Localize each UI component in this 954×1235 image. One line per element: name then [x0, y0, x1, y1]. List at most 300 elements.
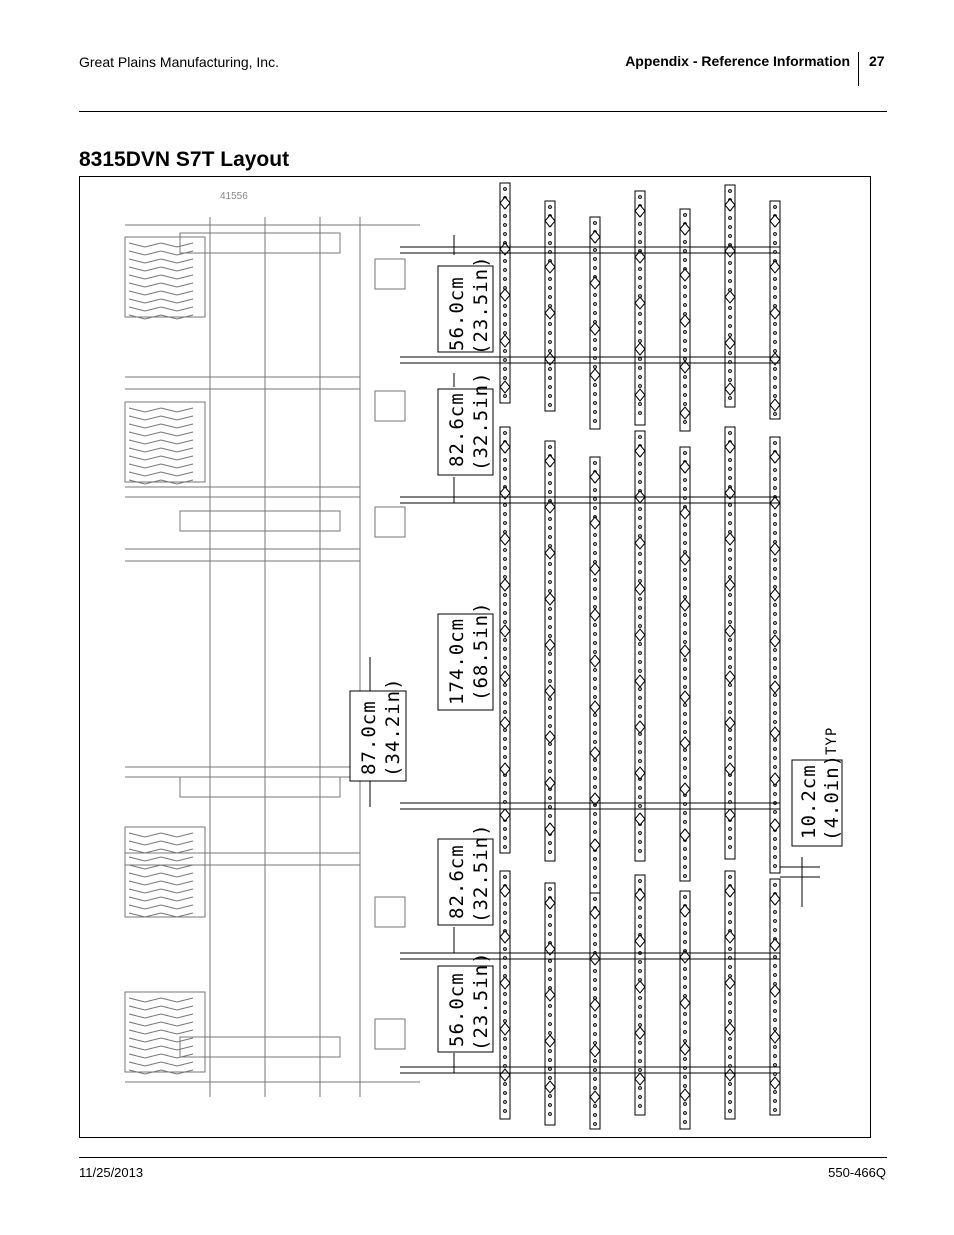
- bar-hole: [729, 217, 732, 220]
- bar-hole: [684, 403, 687, 406]
- bar-hole: [774, 395, 777, 398]
- bar-hole: [504, 702, 507, 705]
- bar-hole: [594, 943, 597, 946]
- bar-hole: [504, 993, 507, 996]
- bar-hole: [774, 865, 777, 868]
- bar-hole: [594, 831, 597, 834]
- bar-hole: [729, 966, 732, 969]
- bar-hole: [594, 507, 597, 510]
- bar-hole: [594, 934, 597, 937]
- bar-hole: [504, 278, 507, 281]
- bar-hole: [549, 1005, 552, 1008]
- bar-hole: [729, 657, 732, 660]
- bar-hole: [549, 608, 552, 611]
- bar-hole: [549, 395, 552, 398]
- bar-hole: [684, 848, 687, 851]
- bar-hole: [684, 1058, 687, 1061]
- bar-hole: [549, 933, 552, 936]
- dim-box-4: [350, 677, 406, 781]
- bar-hole: [639, 1060, 642, 1063]
- bar-hole: [549, 287, 552, 290]
- bar-hole: [729, 792, 732, 795]
- bar-hole: [594, 1042, 597, 1045]
- bar-hole: [504, 639, 507, 642]
- bar-hole: [549, 806, 552, 809]
- bar-hole: [774, 487, 777, 490]
- wheel-tread: [129, 283, 193, 287]
- bar-hole: [774, 757, 777, 760]
- bar-hole: [594, 1087, 597, 1090]
- bar-hole: [594, 420, 597, 423]
- bar-hole: [504, 1002, 507, 1005]
- bar-hole: [774, 287, 777, 290]
- bar-hole: [639, 607, 642, 610]
- bar-hole: [504, 1110, 507, 1113]
- implement-frame: [125, 217, 420, 1097]
- bar-hole: [684, 340, 687, 343]
- bar-hole: [684, 875, 687, 878]
- bar-hole: [504, 738, 507, 741]
- bar-hole: [774, 1010, 777, 1013]
- bar-hole: [684, 641, 687, 644]
- bar-hole: [594, 339, 597, 342]
- bar-hole: [729, 639, 732, 642]
- bar-hole: [594, 393, 597, 396]
- bar-hole: [594, 579, 597, 582]
- bar-hole: [594, 669, 597, 672]
- bar-hole: [774, 911, 777, 914]
- bar-hole: [549, 851, 552, 854]
- bar-hole: [639, 760, 642, 763]
- bar-hole: [594, 597, 597, 600]
- bar-hole: [549, 626, 552, 629]
- bar-hole: [504, 567, 507, 570]
- bar-hole: [774, 811, 777, 814]
- bar-hole: [774, 1091, 777, 1094]
- bar-hole: [504, 903, 507, 906]
- bar-hole: [684, 623, 687, 626]
- bar-hole: [594, 543, 597, 546]
- bar-hole: [639, 997, 642, 1000]
- bar-hole: [549, 1023, 552, 1026]
- wheel-tread: [129, 897, 193, 901]
- bar-hole: [639, 385, 642, 388]
- header-divider: [858, 52, 859, 86]
- bar-hole: [594, 249, 597, 252]
- bar-hole: [504, 912, 507, 915]
- footer-doc-number: 550-466Q: [828, 1165, 886, 1180]
- bar-hole: [684, 1040, 687, 1043]
- bar-hole: [639, 268, 642, 271]
- bar-hole: [594, 1105, 597, 1108]
- bar-hole: [549, 323, 552, 326]
- bar-hole: [729, 352, 732, 355]
- bar-hole: [729, 280, 732, 283]
- bar-hole: [729, 271, 732, 274]
- bar-hole: [639, 697, 642, 700]
- bar-hole: [639, 625, 642, 628]
- bar-hole: [684, 376, 687, 379]
- wheel-tread: [129, 243, 193, 247]
- wheel-tread: [129, 408, 193, 412]
- bar-hole: [684, 452, 687, 455]
- bar-hole: [774, 1064, 777, 1067]
- wheel-tread: [129, 472, 193, 476]
- section-title: Appendix - Reference Information: [625, 53, 850, 69]
- bar-hole: [504, 666, 507, 669]
- wheel-tread: [129, 432, 193, 436]
- bar-hole: [549, 815, 552, 818]
- bar-hole: [774, 974, 777, 977]
- bar-hole: [774, 703, 777, 706]
- dim-7-imperial: (4.0in): [821, 753, 843, 841]
- wheel-tread: [129, 275, 193, 279]
- bar-hole: [774, 965, 777, 968]
- bar-hole: [639, 643, 642, 646]
- bar-hole: [549, 350, 552, 353]
- bar-hole: [549, 969, 552, 972]
- bar-hole: [729, 370, 732, 373]
- bar-hole: [729, 903, 732, 906]
- bar-hole: [594, 294, 597, 297]
- bar-hole: [549, 1059, 552, 1062]
- bar-hole: [504, 828, 507, 831]
- bar-hole: [504, 1056, 507, 1059]
- bar-hole: [549, 518, 552, 521]
- bar-hole: [684, 241, 687, 244]
- bar-hole: [639, 1105, 642, 1108]
- bar-hole: [684, 488, 687, 491]
- typ-label: TYP: [824, 726, 840, 755]
- wheel-tread: [129, 307, 193, 311]
- bar-hole: [594, 1123, 597, 1126]
- bar-hole: [639, 481, 642, 484]
- bar-hole: [639, 463, 642, 466]
- bar-hole: [594, 651, 597, 654]
- bar-hole: [594, 741, 597, 744]
- rank-bars: [500, 183, 780, 1129]
- bar-hole: [549, 1050, 552, 1053]
- bar-hole: [639, 1087, 642, 1090]
- bar-hole: [639, 616, 642, 619]
- footer-date: 11/25/2013: [79, 1165, 144, 1180]
- bar-hole: [639, 286, 642, 289]
- bar-hole: [684, 214, 687, 217]
- bar-hole: [684, 941, 687, 944]
- dim-1-metric: 56.0cm: [446, 276, 468, 351]
- bar-hole: [549, 671, 552, 674]
- bar-hole: [729, 594, 732, 597]
- bar-hole: [729, 235, 732, 238]
- dim-5-metric: 82.6cm: [446, 844, 468, 919]
- bar-hole: [684, 394, 687, 397]
- bar-hole: [774, 676, 777, 679]
- bar-hole: [729, 603, 732, 606]
- wheel-tread: [129, 440, 193, 444]
- bar-hole: [774, 847, 777, 850]
- bar-hole: [504, 477, 507, 480]
- bar-hole: [504, 468, 507, 471]
- bar-hole: [594, 979, 597, 982]
- bar-hole: [684, 668, 687, 671]
- bar-hole: [684, 533, 687, 536]
- bar-hole: [549, 1095, 552, 1098]
- bar-hole: [684, 677, 687, 680]
- bar-hole: [594, 678, 597, 681]
- dim-box-5: [438, 823, 493, 925]
- bar-hole: [549, 752, 552, 755]
- layout-figure: [79, 176, 871, 1138]
- bar-hole: [774, 368, 777, 371]
- bar-hole: [684, 659, 687, 662]
- bar-hole: [639, 961, 642, 964]
- bar-hole: [594, 222, 597, 225]
- bar-hole: [774, 793, 777, 796]
- bar-hole: [729, 477, 732, 480]
- wheel-tread: [129, 833, 193, 837]
- bar-hole: [594, 411, 597, 414]
- bar-hole: [549, 1032, 552, 1035]
- bar-hole: [594, 876, 597, 879]
- bar-hole: [594, 1024, 597, 1027]
- bar-hole: [774, 838, 777, 841]
- bar-hole: [684, 1121, 687, 1124]
- bar-hole: [594, 267, 597, 270]
- bar-hole: [504, 711, 507, 714]
- bar-hole: [594, 777, 597, 780]
- bar-hole: [504, 432, 507, 435]
- layout-drawing: [80, 177, 870, 1137]
- bar-hole: [594, 348, 597, 351]
- bar-hole: [549, 761, 552, 764]
- bar-hole: [774, 1046, 777, 1049]
- bar-hole: [729, 1002, 732, 1005]
- bar-hole: [639, 472, 642, 475]
- bar-hole: [774, 1019, 777, 1022]
- bar-hole: [729, 1011, 732, 1014]
- bar-hole: [684, 1085, 687, 1088]
- wheel-tread: [129, 889, 193, 893]
- bar-hole: [639, 322, 642, 325]
- bar-hole: [729, 693, 732, 696]
- bar-hole: [504, 1047, 507, 1050]
- bar-hole: [549, 590, 552, 593]
- bar-hole: [684, 596, 687, 599]
- bar-hole: [504, 1038, 507, 1041]
- bar-hole: [639, 436, 642, 439]
- bar-hole: [774, 721, 777, 724]
- bar-hole: [684, 857, 687, 860]
- bar-hole: [594, 970, 597, 973]
- bar-hole: [639, 412, 642, 415]
- dim-box-1: [438, 255, 493, 355]
- bar-hole: [504, 603, 507, 606]
- wheel-tread: [129, 865, 193, 869]
- bar-hole: [774, 233, 777, 236]
- bar-hole: [729, 262, 732, 265]
- bar-hole: [684, 1076, 687, 1079]
- bar-hole: [639, 880, 642, 883]
- wheel-tread: [129, 998, 193, 1002]
- wheel-tread: [129, 267, 193, 271]
- bar-hole: [549, 653, 552, 656]
- bar-hole: [729, 1092, 732, 1095]
- bar-hole: [639, 850, 642, 853]
- bar-hole: [549, 377, 552, 380]
- bar-hole: [594, 988, 597, 991]
- bar-hole: [594, 402, 597, 405]
- bar-hole: [639, 841, 642, 844]
- bar-hole: [774, 469, 777, 472]
- bar-hole: [504, 837, 507, 840]
- bar-hole: [504, 350, 507, 353]
- bar-hole: [594, 384, 597, 387]
- dim-3-metric: 174.0cm: [446, 617, 468, 705]
- bar-hole: [684, 250, 687, 253]
- wheel-tread: [129, 299, 193, 303]
- bar-hole: [549, 1104, 552, 1107]
- bar-hole: [639, 1042, 642, 1045]
- bar-hole: [729, 876, 732, 879]
- bar-hole: [549, 446, 552, 449]
- bar-hole: [594, 696, 597, 699]
- bar-hole: [549, 662, 552, 665]
- bar-hole: [504, 188, 507, 191]
- wheel-tread: [129, 291, 193, 295]
- bar-hole: [729, 567, 732, 570]
- bar-hole: [549, 915, 552, 918]
- bar-hole: [549, 572, 552, 575]
- bar-hole: [639, 805, 642, 808]
- bar-hole: [729, 747, 732, 750]
- bar-hole: [594, 885, 597, 888]
- bar-hole: [639, 688, 642, 691]
- bar-hole: [549, 482, 552, 485]
- bar-hole: [774, 242, 777, 245]
- shank-bracket: [375, 897, 405, 927]
- hydraulic-cylinder: [180, 511, 340, 531]
- shank-bracket: [375, 259, 405, 289]
- wheel-tread: [129, 424, 193, 428]
- bar-hole: [774, 442, 777, 445]
- bar-hole: [774, 884, 777, 887]
- wheel-tread: [129, 1030, 193, 1034]
- bar-hole: [504, 260, 507, 263]
- wheel-tread: [129, 913, 193, 917]
- bar-hole: [729, 684, 732, 687]
- bar-hole: [684, 259, 687, 262]
- bar-hole: [504, 576, 507, 579]
- bar-hole: [729, 948, 732, 951]
- bar-hole: [549, 707, 552, 710]
- bar-hole: [594, 588, 597, 591]
- bar-hole: [504, 747, 507, 750]
- bar-hole: [684, 286, 687, 289]
- bar-hole: [729, 837, 732, 840]
- wheel-tread: [129, 1062, 193, 1066]
- bar-hole: [639, 796, 642, 799]
- bar-hole: [684, 722, 687, 725]
- bar-hole: [639, 196, 642, 199]
- bar-hole: [774, 586, 777, 589]
- bar-hole: [594, 925, 597, 928]
- bar-hole: [549, 698, 552, 701]
- bar-hole: [594, 606, 597, 609]
- dim-box-7: [792, 754, 843, 846]
- bar-hole: [684, 968, 687, 971]
- bar-hole: [729, 1038, 732, 1041]
- bar-hole: [774, 350, 777, 353]
- bar-hole: [774, 694, 777, 697]
- bar-hole: [684, 866, 687, 869]
- bar-hole: [504, 305, 507, 308]
- bar-hole: [729, 993, 732, 996]
- dim-5-imperial: (32.5in): [470, 823, 492, 923]
- bar-hole: [504, 621, 507, 624]
- bar-hole: [774, 514, 777, 517]
- bar-hole: [729, 921, 732, 924]
- bar-hole: [594, 1033, 597, 1036]
- bar-hole: [594, 498, 597, 501]
- bar-hole: [684, 704, 687, 707]
- bar-hole: [549, 242, 552, 245]
- bar-hole: [504, 332, 507, 335]
- bar-hole: [639, 1015, 642, 1018]
- bar-hole: [549, 1068, 552, 1071]
- bar-hole: [594, 1114, 597, 1117]
- bar-hole: [774, 712, 777, 715]
- bar-hole: [684, 812, 687, 815]
- bar-hole: [504, 504, 507, 507]
- bar-hole: [549, 1113, 552, 1116]
- bar-hole: [594, 258, 597, 261]
- bar-hole: [504, 395, 507, 398]
- bar-hole: [774, 296, 777, 299]
- bar-hole: [549, 491, 552, 494]
- bar-hole: [504, 648, 507, 651]
- bar-hole: [729, 846, 732, 849]
- bar-hole: [774, 523, 777, 526]
- bar-hole: [774, 1055, 777, 1058]
- bar-hole: [729, 1083, 732, 1086]
- dim-box-2: [438, 371, 493, 475]
- bar-hole: [504, 314, 507, 317]
- bar-hole: [504, 783, 507, 786]
- bar-hole: [774, 413, 777, 416]
- bar-hole: [729, 612, 732, 615]
- company-name: Great Plains Manufacturing, Inc.: [79, 54, 279, 70]
- bar-hole: [684, 385, 687, 388]
- dim-box-6: [438, 951, 493, 1052]
- bar-hole: [774, 622, 777, 625]
- bar-hole: [684, 569, 687, 572]
- hydraulic-cylinder: [180, 1037, 340, 1057]
- bar-hole: [774, 1001, 777, 1004]
- bar-hole: [549, 716, 552, 719]
- bar-hole: [729, 702, 732, 705]
- bar-hole: [504, 876, 507, 879]
- bar-hole: [594, 624, 597, 627]
- bar-hole: [684, 986, 687, 989]
- bar-hole: [639, 508, 642, 511]
- figure-number: 41556: [220, 191, 248, 202]
- bar-hole: [729, 648, 732, 651]
- bar-hole: [684, 358, 687, 361]
- shank-bracket: [375, 507, 405, 537]
- bar-hole: [774, 341, 777, 344]
- bar-hole: [549, 770, 552, 773]
- bar-hole: [549, 797, 552, 800]
